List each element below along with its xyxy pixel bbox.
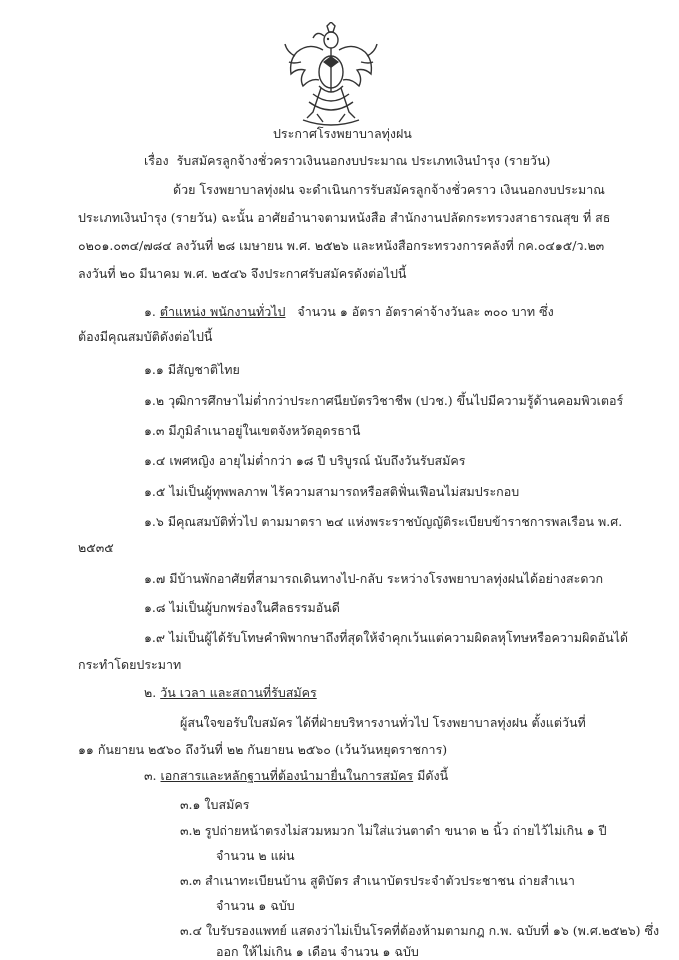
document-item: ๓.๓ สำเนาทะเบียนบ้าน สูติบัตร สำเนาบัตรประจำตัวประชาชน ถ่ายสำเนา (180, 873, 575, 888)
subject-text: รับสมัครลูกจ้างชั่วคราวเงินนอกงบประมาณ ประเภทเงินบำรุง (รายวัน) (176, 153, 551, 168)
document-item-continuation: จำนวน ๑ ฉบับ (216, 898, 295, 913)
document-item: ๓.๑ ใบสมัคร (180, 797, 250, 812)
document-item-continuation: จำนวน ๒ แผ่น (216, 848, 295, 863)
intro-line: ลงวันที่ ๒๐ มีนาคม พ.ศ. ๒๕๔๖ จึงประกาศรับสมัครดังต่อไปนี้ (78, 266, 407, 281)
document-item: ๓.๒ รูปถ่ายหน้าตรงไม่สวมหมวก ไม่ใส่แว่นตาดำ ขนาด ๒ นิ้ว ถ่ายไว้ไม่เกิน ๑ ปี (180, 823, 607, 838)
section-2-line: ผู้สนใจขอรับใบสมัคร ได้ที่ฝ่ายบริหารงานทั่วไป โรงพยาบาลทุ่งฝน ตั้งแต่วันที่ (180, 715, 586, 730)
qualification-item: ๑.๒ วุฒิการศึกษาไม่ต่ำกว่าประกาศนียบัตรวิชาชีพ (ปวช.) ขึ้นไปมีความรู้ด้านคอมพิวเตอร์ (144, 393, 624, 408)
document-item-continuation: ออก ให้ไม่เกิน ๑ เดือน จำนวน ๑ ฉบับ (216, 944, 419, 959)
section-number: ๒. (144, 685, 157, 700)
qualification-item: ๑.๖ มีคุณสมบัติทั่วไป ตามมาตรา ๒๔ แห่งพระราชบัญญัติระเบียบข้าราชการพลเรือน พ.ศ. (144, 514, 623, 529)
section-3-heading (144, 766, 448, 786)
qualification-item: ๑.๘ ไม่เป็นผู้บกพร่องในศีลธรรมอันดี (144, 600, 340, 615)
qualification-item: ๑.๗ มีบ้านพักอาศัยที่สามารถเดินทางไป-กลับ ระหว่างโรงพยาบาลทุ่งฝนได้อย่างสะดวก (144, 571, 604, 586)
garuda-emblem-icon (283, 22, 379, 130)
qualification-item: ๑.๕ ไม่เป็นผู้ทุพพลภาพ ไร้ความสามารถหรือสติฟั่นเฟือนไม่สมประกอบ (144, 484, 520, 499)
section-1-heading (144, 302, 554, 322)
section-2-heading (144, 683, 317, 703)
section-suffix: มีดังนี้ (417, 768, 449, 783)
section-2-line: ๑๑ กันยายน ๒๕๖๐ ถึงวันที่ ๒๒ กันยายน ๒๕๖๐ (เว้นวันหยุดราชการ) (78, 742, 448, 757)
qualification-item: ๑.๙ ไม่เป็นผู้ได้รับโทษคำพิพากษาถึงที่สุดให้จำคุกเว้นแต่ความผิดลหุโทษหรือความผิดอันได้ (144, 630, 629, 645)
section-number: ๓. (144, 768, 157, 783)
qualification-item-continuation: กระทำโดยประมาท (78, 657, 182, 672)
qualification-item-continuation: ๒๕๓๕ (78, 540, 114, 555)
section-number: ๑. (144, 304, 156, 319)
subject-label: เรื่อง (144, 153, 169, 168)
section-title: วัน เวลา และสถานที่รับสมัคร (160, 685, 317, 700)
subject-line (144, 151, 550, 171)
page-title: ประกาศโรงพยาบาลทุ่งฝน (273, 126, 412, 141)
section-detail: จำนวน ๑ อัตรา อัตราค่าจ้างวันละ ๓๐๐ บาท ซึ่ง (297, 304, 554, 319)
section-title: เอกสารและหลักฐานที่ต้องนำมายื่นในการสมัคร (160, 768, 414, 783)
section-continuation: ต้องมีคุณสมบัติดังต่อไปนี้ (78, 329, 213, 344)
intro-line: ๐๒๐๑.๐๓๔/๗๘๔ ลงวันที่ ๒๘ เมษายน พ.ศ. ๒๕๒๖ และหนังสือกระทรวงการคลังที่ กค.๐๔๑๕/ว.๒๓ (78, 238, 605, 253)
qualification-item: ๑.๑ มีสัญชาติไทย (144, 362, 240, 377)
qualification-item: ๑.๓ มีภูมิลำเนาอยู่ในเขตจังหวัดอุดรธานี (144, 423, 361, 438)
document-item: ๓.๔ ใบรับรองแพทย์ แสดงว่าไม่เป็นโรคที่ต้องห้ามตามกฎ ก.พ. ฉบับที่ ๑๖ (พ.ศ.๒๕๒๖) ซึ่ง (180, 923, 660, 938)
qualification-item: ๑.๔ เพศหญิง อายุไม่ต่ำกว่า ๑๘ ปี บริบูรณ์ นับถึงวันรับสมัคร (144, 453, 466, 468)
intro-line: ประเภทเงินบำรุง (รายวัน) ฉะนั้น อาศัยอำนาจตามหนังสือ สำนักงานปลัดกระทรวงสาธารณสุข ที่ สธ (78, 210, 611, 225)
intro-line: ด้วย โรงพยาบาลทุ่งฝน จะดำเนินการรับสมัครลูกจ้างชั่วคราว เงินนอกงบประมาณ (173, 182, 605, 197)
section-title: ตำแหน่ง พนักงานทั่วไป (159, 304, 286, 319)
